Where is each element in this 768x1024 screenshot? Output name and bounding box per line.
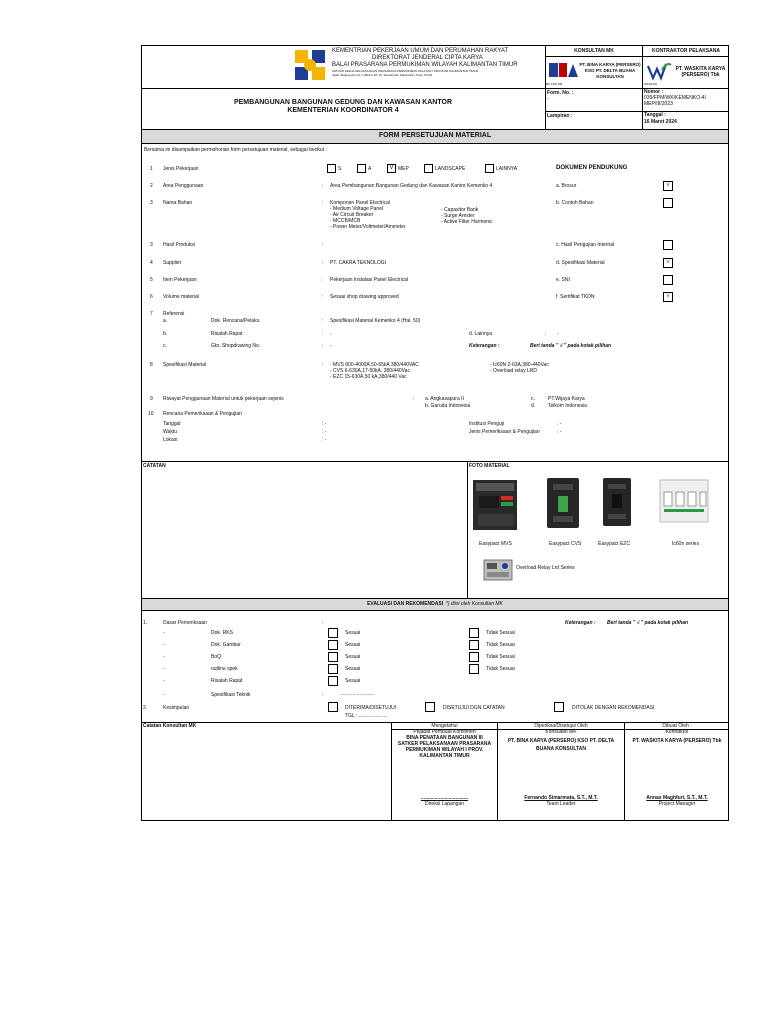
spek-teknik-dots: ......................... <box>340 691 375 697</box>
sesuai-label: Sesuai <box>345 666 361 672</box>
photo-ic60n <box>658 476 710 526</box>
dok-sni-label: e. SNI <box>556 277 570 283</box>
sesuai-checkbox[interactable] <box>328 628 338 638</box>
ref-d-label: d. Lainnya <box>469 331 493 337</box>
catatan-label: CATATAN <box>143 463 166 469</box>
riwayat-label: Riwayat Penggunaan Material untuk pekerjaan sejenis <box>163 396 284 402</box>
ministry-block <box>332 48 544 77</box>
ref-b-value: - <box>330 331 332 337</box>
ministry-line-4: SATUAN KERJA PELAKSANAAN PRASARANA PERMUKIMAN WILAYAH I PROVINSI KALIMANTAN TIMUR <box>332 69 479 73</box>
evaluasi-note: *) diisi oleh Konsultan MK <box>445 601 503 607</box>
tidak-sesuai-checkbox[interactable] <box>469 664 479 674</box>
eval-keterangan-value: Beri tanda " √ " pada kotak pilihan <box>607 620 689 626</box>
jenis-label: Jenis Pekerjaan <box>163 166 199 172</box>
sign-2-role: Konsultan MK <box>545 729 577 735</box>
rencana-label: Rencana Pemeriksaan & Pengujian <box>163 411 242 417</box>
ref-b-index: b. <box>163 331 168 337</box>
spesifikasi-label: Spesifikasi Material <box>163 362 207 368</box>
photo-overload-relay <box>483 558 513 582</box>
spesifikasi-item: - Overload relay LRD <box>490 368 537 374</box>
dok-hasil-checkbox[interactable] <box>663 240 673 250</box>
sign-1-head: Mengetahui <box>431 723 458 729</box>
tanggal-label: Tanggal : <box>644 112 666 118</box>
konsultan-name: PT. BINA KARYA (PERSERO) KSO PT. DELTA BUANA KONSULTAN <box>579 62 641 79</box>
riwayat-d-value: Telkom Indonesia <box>548 403 587 409</box>
sign-1-org: PERMUKIMAN WILAYAH I PROV. <box>405 747 484 753</box>
sesuai-label: Sesuai <box>345 654 361 660</box>
ministry-line-5: Jalan Tanjung Aru No. 1 Blok 6 RT 44, Samarinda, Kalimantan Timur 75123 <box>332 73 433 77</box>
colon: : <box>322 318 324 324</box>
disetujui-catatan-checkbox[interactable] <box>425 702 435 712</box>
area-label: Area Penggunaan <box>163 183 204 189</box>
jenis-lainnya-label: LAINNYA <box>496 166 518 172</box>
project-title <box>141 99 545 115</box>
nama-bahan-item: - Active Filter Harmonic <box>441 219 493 225</box>
colon: : <box>322 183 324 189</box>
jenis-a-label: A <box>368 166 372 172</box>
tgl-field: TGL : ..................... <box>345 713 388 719</box>
disetujui-catatan-label: DISETUJUI DGN CATATAN <box>443 705 505 711</box>
waskita-logo <box>646 60 672 82</box>
spesifikasi-item: - EZC 15-630A,50 kA,380/440 Vac <box>330 374 407 380</box>
dok-hasil-label: c. Hasil Pengujian Internal <box>556 242 615 248</box>
colon: : - <box>322 437 327 443</box>
ref-a-label: Dok. Rencana/Pelaks. <box>211 318 261 324</box>
intro-text: Bersama ini disampaikan permohonan form persetujuan material, sebagai berikut : <box>144 147 327 153</box>
volume-label: Volume material <box>163 294 199 300</box>
diterima-label: DITERIMA/DISETUJUI <box>345 705 397 711</box>
colon: : <box>322 277 324 283</box>
colon: : - <box>322 429 327 435</box>
eval-row-label: outline spek <box>211 666 238 672</box>
tanggal-label: Tanggal <box>163 421 181 427</box>
photo-easypact-ezc <box>601 476 633 528</box>
colon: : - <box>557 429 562 435</box>
jenis-mep-checkbox[interactable]: V <box>387 164 396 173</box>
dok-tkdn-label: f. Sertifikat TKDN <box>556 294 595 300</box>
ditolak-checkbox[interactable] <box>554 702 564 712</box>
sign-1-name: .................................. <box>420 795 469 801</box>
nama-bahan-list-right <box>441 207 493 225</box>
row-dash: - <box>163 666 165 672</box>
spesifikasi-list-right <box>490 362 549 374</box>
sign-1-role: Pejabat Pembuat Komitmen <box>413 729 476 735</box>
row-dash: - <box>163 678 165 684</box>
sign-1-title: Direksi Lapangan <box>425 801 464 807</box>
row-dash: - <box>163 630 165 636</box>
bina-karya-logo-text: BK KSO DB <box>546 82 563 86</box>
colon: : <box>322 362 324 368</box>
waskita-logo-text: WASKITA <box>644 82 658 86</box>
colon: : - <box>322 421 327 427</box>
tidak-sesuai-label: Tidak Sesuai <box>486 666 515 672</box>
lampiran-label: Lampiran : <box>547 113 573 119</box>
eval-keterangan-label: Keterangan : <box>565 620 596 626</box>
colon: : <box>322 331 324 337</box>
colon: : - <box>557 421 562 427</box>
dok-brosur-checkbox[interactable]: √ <box>663 181 673 191</box>
jenis-landscape-checkbox[interactable] <box>424 164 433 173</box>
item-no: 7 <box>150 311 153 317</box>
item-no: 5 <box>150 277 153 283</box>
item-no: 6 <box>150 294 153 300</box>
spesifikasi-item: - Ic60N 2-63A,380-440Vac <box>490 362 549 368</box>
sign-1-org: KALIMANTAN TIMUR <box>419 753 470 759</box>
institusi-label: Institusi Penguji <box>469 421 505 427</box>
jenis-a-checkbox[interactable] <box>357 164 366 173</box>
waktu-label: Waktu <box>163 429 177 435</box>
photo-caption: Easypact EZC <box>598 541 630 547</box>
nama-bahan-item: - MCCB/MCB <box>330 218 361 224</box>
colon: : <box>322 620 324 626</box>
sesuai-label: Sesuai <box>345 642 361 648</box>
sign-3-org: PT. WASKITA KARYA (PERSERO) Tbk <box>632 738 722 744</box>
nama-bahan-item: Komponen Panel Electrical <box>330 200 391 206</box>
colon: : <box>322 692 324 698</box>
ref-a-value: Spesifikasi Material Kemenko 4 (Hal. 50) <box>330 318 421 324</box>
riwayat-b: b. Garuda Indonesia <box>425 403 471 409</box>
nomor-value: 039/FPM/WK/KEMENKO-4/ MEP/III/2023 <box>644 95 706 107</box>
photo-caption: Ic60n series <box>672 541 699 547</box>
row-dash: - <box>163 654 165 660</box>
catatan-mk-label: Catatan Konsultan MK <box>143 723 197 729</box>
sign-1-org: SATKER PELAKSANAAN PRASARANA <box>397 741 492 747</box>
kontraktor-name: PT. WASKITA KARYA (PERSERO) Tbk <box>675 66 726 78</box>
item-no: 1 <box>150 166 153 172</box>
jenis-lainnya-checkbox[interactable] <box>485 164 494 173</box>
sign-2-title: Team Leader <box>546 801 576 807</box>
dokumen-pendukung-title: DOKUMEN PENDUKUNG <box>556 165 628 171</box>
colon: : <box>322 343 324 349</box>
colon: : <box>322 260 324 266</box>
pupr-logo <box>293 48 327 82</box>
sign-col-2 <box>498 723 624 752</box>
nama-bahan-item: - Medium Voltage Panel <box>330 206 384 212</box>
form-title: FORM PERSETUJUAN MATERIAL <box>142 130 728 143</box>
dok-contoh-checkbox[interactable] <box>663 198 673 208</box>
item-no: 3 <box>150 242 153 248</box>
sesuai-label: Sesuai <box>345 678 361 684</box>
form-no-value: - <box>547 96 549 102</box>
sesuai-checkbox[interactable] <box>328 676 338 686</box>
item-no: 9 <box>150 396 153 402</box>
keterangan-label: Keterangan : <box>469 343 500 349</box>
photo-caption: Overload Relay Lrd Series <box>516 565 575 571</box>
tidak-sesuai-label: Tidak Sesuai <box>486 630 515 636</box>
ministry-line-3: BALAI PRASARANA PERMUKIMAN WILAYAH KALIMANTAN TIMUR <box>332 62 518 68</box>
dasar-pemeriksaan-label: Dasar Pemeriksaan <box>163 620 207 626</box>
tidak-sesuai-checkbox[interactable] <box>469 640 479 650</box>
ref-d-value: - <box>557 331 559 337</box>
nama-bahan-label: Nama Bahan <box>163 200 193 206</box>
item-no: 2 <box>150 183 153 189</box>
eval-row-label: Dok. Gambar <box>211 642 241 648</box>
referensi-label: Referensi <box>163 311 185 317</box>
tidak-sesuai-label: Tidak Sesuai <box>486 654 515 660</box>
jenis-pemeriksaan-label: Jenis Pemeriksaan & Pengujian <box>469 429 540 435</box>
jenis-mep-label: MEP <box>398 166 409 172</box>
sesuai-checkbox[interactable] <box>328 652 338 662</box>
nama-bahan-item: - Surge Arester <box>441 213 475 219</box>
photo-caption: Easypact CVS <box>549 541 582 547</box>
sesuai-checkbox[interactable] <box>328 640 338 650</box>
evaluasi-title: EVALUASI DAN REKOMENDASI <box>367 601 444 607</box>
supplier-value: PT. CAKRA TEKNOLOGI <box>330 260 387 266</box>
sign-col-1 <box>392 723 497 759</box>
ref-c-value: - <box>330 343 332 349</box>
photo-easypact-mvs <box>471 476 521 532</box>
photo-caption: Easypact MVS <box>479 541 512 547</box>
colon: : <box>545 331 547 337</box>
ministry-line-2: DIREKTORAT JENDERAL CIPTA KARYA <box>372 55 483 61</box>
sesuai-label: Sesuai <box>345 630 361 636</box>
sign-3-role: Kontraktor <box>665 729 689 735</box>
ref-b-label: Risalah Rapat <box>211 331 243 337</box>
ministry-line-1: KEMENTRIAN PEKERJAAN UMUM DAN PERUMAHAN RAKYAT <box>332 48 509 54</box>
eval-row-label: Risalah Rapat <box>211 678 243 684</box>
tidak-sesuai-checkbox[interactable] <box>469 652 479 662</box>
item-no: 10 <box>148 411 154 417</box>
row-dash: - <box>163 642 165 648</box>
tidak-sesuai-checkbox[interactable] <box>469 628 479 638</box>
sign-2-name: Fernando Simarmata, S.T., M.T. <box>524 795 598 801</box>
dok-spesifikasi-checkbox[interactable]: √ <box>663 258 673 268</box>
dok-brosur-label: a. Brosur <box>556 183 577 189</box>
photo-easypact-cvs <box>545 476 581 530</box>
jenis-s-checkbox[interactable] <box>327 164 336 173</box>
item-no: 8 <box>150 362 153 368</box>
spesifikasi-item: - MVS 800-4000A,50-65kA 380/440VAC <box>330 362 419 368</box>
spesifikasi-list <box>330 362 419 380</box>
ref-a-index: a. <box>163 318 168 324</box>
sign-2-head: Diperiksa/Disetujui Oleh <box>534 723 588 729</box>
sesuai-checkbox[interactable] <box>328 664 338 674</box>
item-no: 4 <box>150 260 153 266</box>
konsultan-label: KONSULTAN MK <box>574 48 614 54</box>
jenis-landscape-label: LANDSCAPE <box>435 166 466 172</box>
ref-c-label: Gbr. Shopdrawing No. <box>211 343 261 349</box>
riwayat-d-index: d. <box>531 403 536 409</box>
sign-2-org: BUANA KONSULTAN <box>536 746 586 752</box>
volume-value: Sesuai shop drawing approved <box>330 294 399 300</box>
sign-2-org: PT. BINA KARYA (PERSERO) KSO PT. DELTA <box>507 738 615 744</box>
nama-bahan-item: - Capasitor Bank <box>441 207 479 213</box>
area-value: Area Pembangunan Bangunan Gedung dan Kawasan Kantor Kemenko 4 <box>330 183 493 189</box>
form-no-label: Form. No. : <box>547 90 574 96</box>
sign-3-head: Dibuat Oleh : <box>662 723 692 729</box>
item-pekerjaan-value: Pekerjaan Instalasi Panel Electrical <box>330 277 409 283</box>
nomor-label: Nomor : <box>644 89 664 95</box>
dok-spesifikasi-label: d. Spesifikasi Material <box>556 260 605 266</box>
spesifikasi-item: - CVS 6-630A,17-50kA, 380/440Vac <box>330 368 410 374</box>
item-no: 3 <box>150 200 153 206</box>
sign-3-name: Annas Maghfuri, S.T., M.T. <box>646 795 708 801</box>
colon: : <box>322 200 324 206</box>
spek-teknik-label: Spesifikasi Teknik <box>211 692 251 698</box>
colon: : <box>322 242 324 248</box>
eval-row-label: Dok. RKS <box>211 630 233 636</box>
eval-no-2: 2. <box>143 705 148 711</box>
kesimpulan-label: Kesimpulan <box>163 705 190 711</box>
riwayat-c-index: c. <box>531 396 535 402</box>
bina-karya-logo <box>548 62 578 84</box>
dok-tkdn-checkbox[interactable]: √ <box>663 292 673 302</box>
riwayat-c-value: PT.Wijaya Karya <box>548 396 585 402</box>
jenis-s-label: S <box>338 166 342 172</box>
tanggal-value: 16 Maret 2024 <box>644 119 677 125</box>
item-pekerjaan-label: Item Pekerjaan <box>163 277 197 283</box>
sign-col-3 <box>625 723 729 744</box>
sign-1-org: BINA PENATAAN BANGUNAN III <box>406 735 483 741</box>
foto-material-label: FOTO MATERIAL <box>469 463 510 469</box>
ref-c-index: c. <box>163 343 167 349</box>
colon: : <box>322 294 324 300</box>
keterangan-value: Beri tanda " √ " pada kotak pilihan <box>530 343 612 349</box>
eval-no-1: 1. <box>143 620 148 626</box>
riwayat-a: a. Angkasapura II <box>425 396 464 402</box>
colon: : <box>413 396 415 402</box>
eval-row-label: BoQ <box>211 654 222 660</box>
lokasi-label: Lokasi <box>163 437 178 443</box>
evaluasi-title-bar <box>142 599 728 610</box>
kontraktor-label: KONTRAKTOR PELAKSANA <box>652 48 720 54</box>
nama-bahan-item: - Power Meter/Voltmeter/Ammeter <box>330 224 406 230</box>
sign-3-title: Project Manager <box>658 801 696 807</box>
project-title-line-1: PEMBANGUNAN BANGUNAN GEDUNG DAN KAWASAN KANTOR <box>233 99 453 106</box>
hasil-produksi-label: Hasil Produksi <box>163 242 195 248</box>
supplier-label: Supplier <box>163 260 182 266</box>
diterima-checkbox[interactable] <box>328 702 338 712</box>
nama-bahan-list <box>330 200 406 230</box>
dok-contoh-label: b. Contoh Bahan <box>556 200 594 206</box>
project-title-line-2: KEMENTERIAN KOORDINATOR 4 <box>287 107 399 114</box>
dok-sni-checkbox[interactable] <box>663 275 673 285</box>
ditolak-label: DITOLAK DENGAN REKOMENDASI <box>572 705 655 711</box>
tidak-sesuai-label: Tidak Sesuai <box>486 642 515 648</box>
row-dash: - <box>163 692 165 698</box>
nama-bahan-item: - Air Circuit Breaker <box>330 212 374 218</box>
